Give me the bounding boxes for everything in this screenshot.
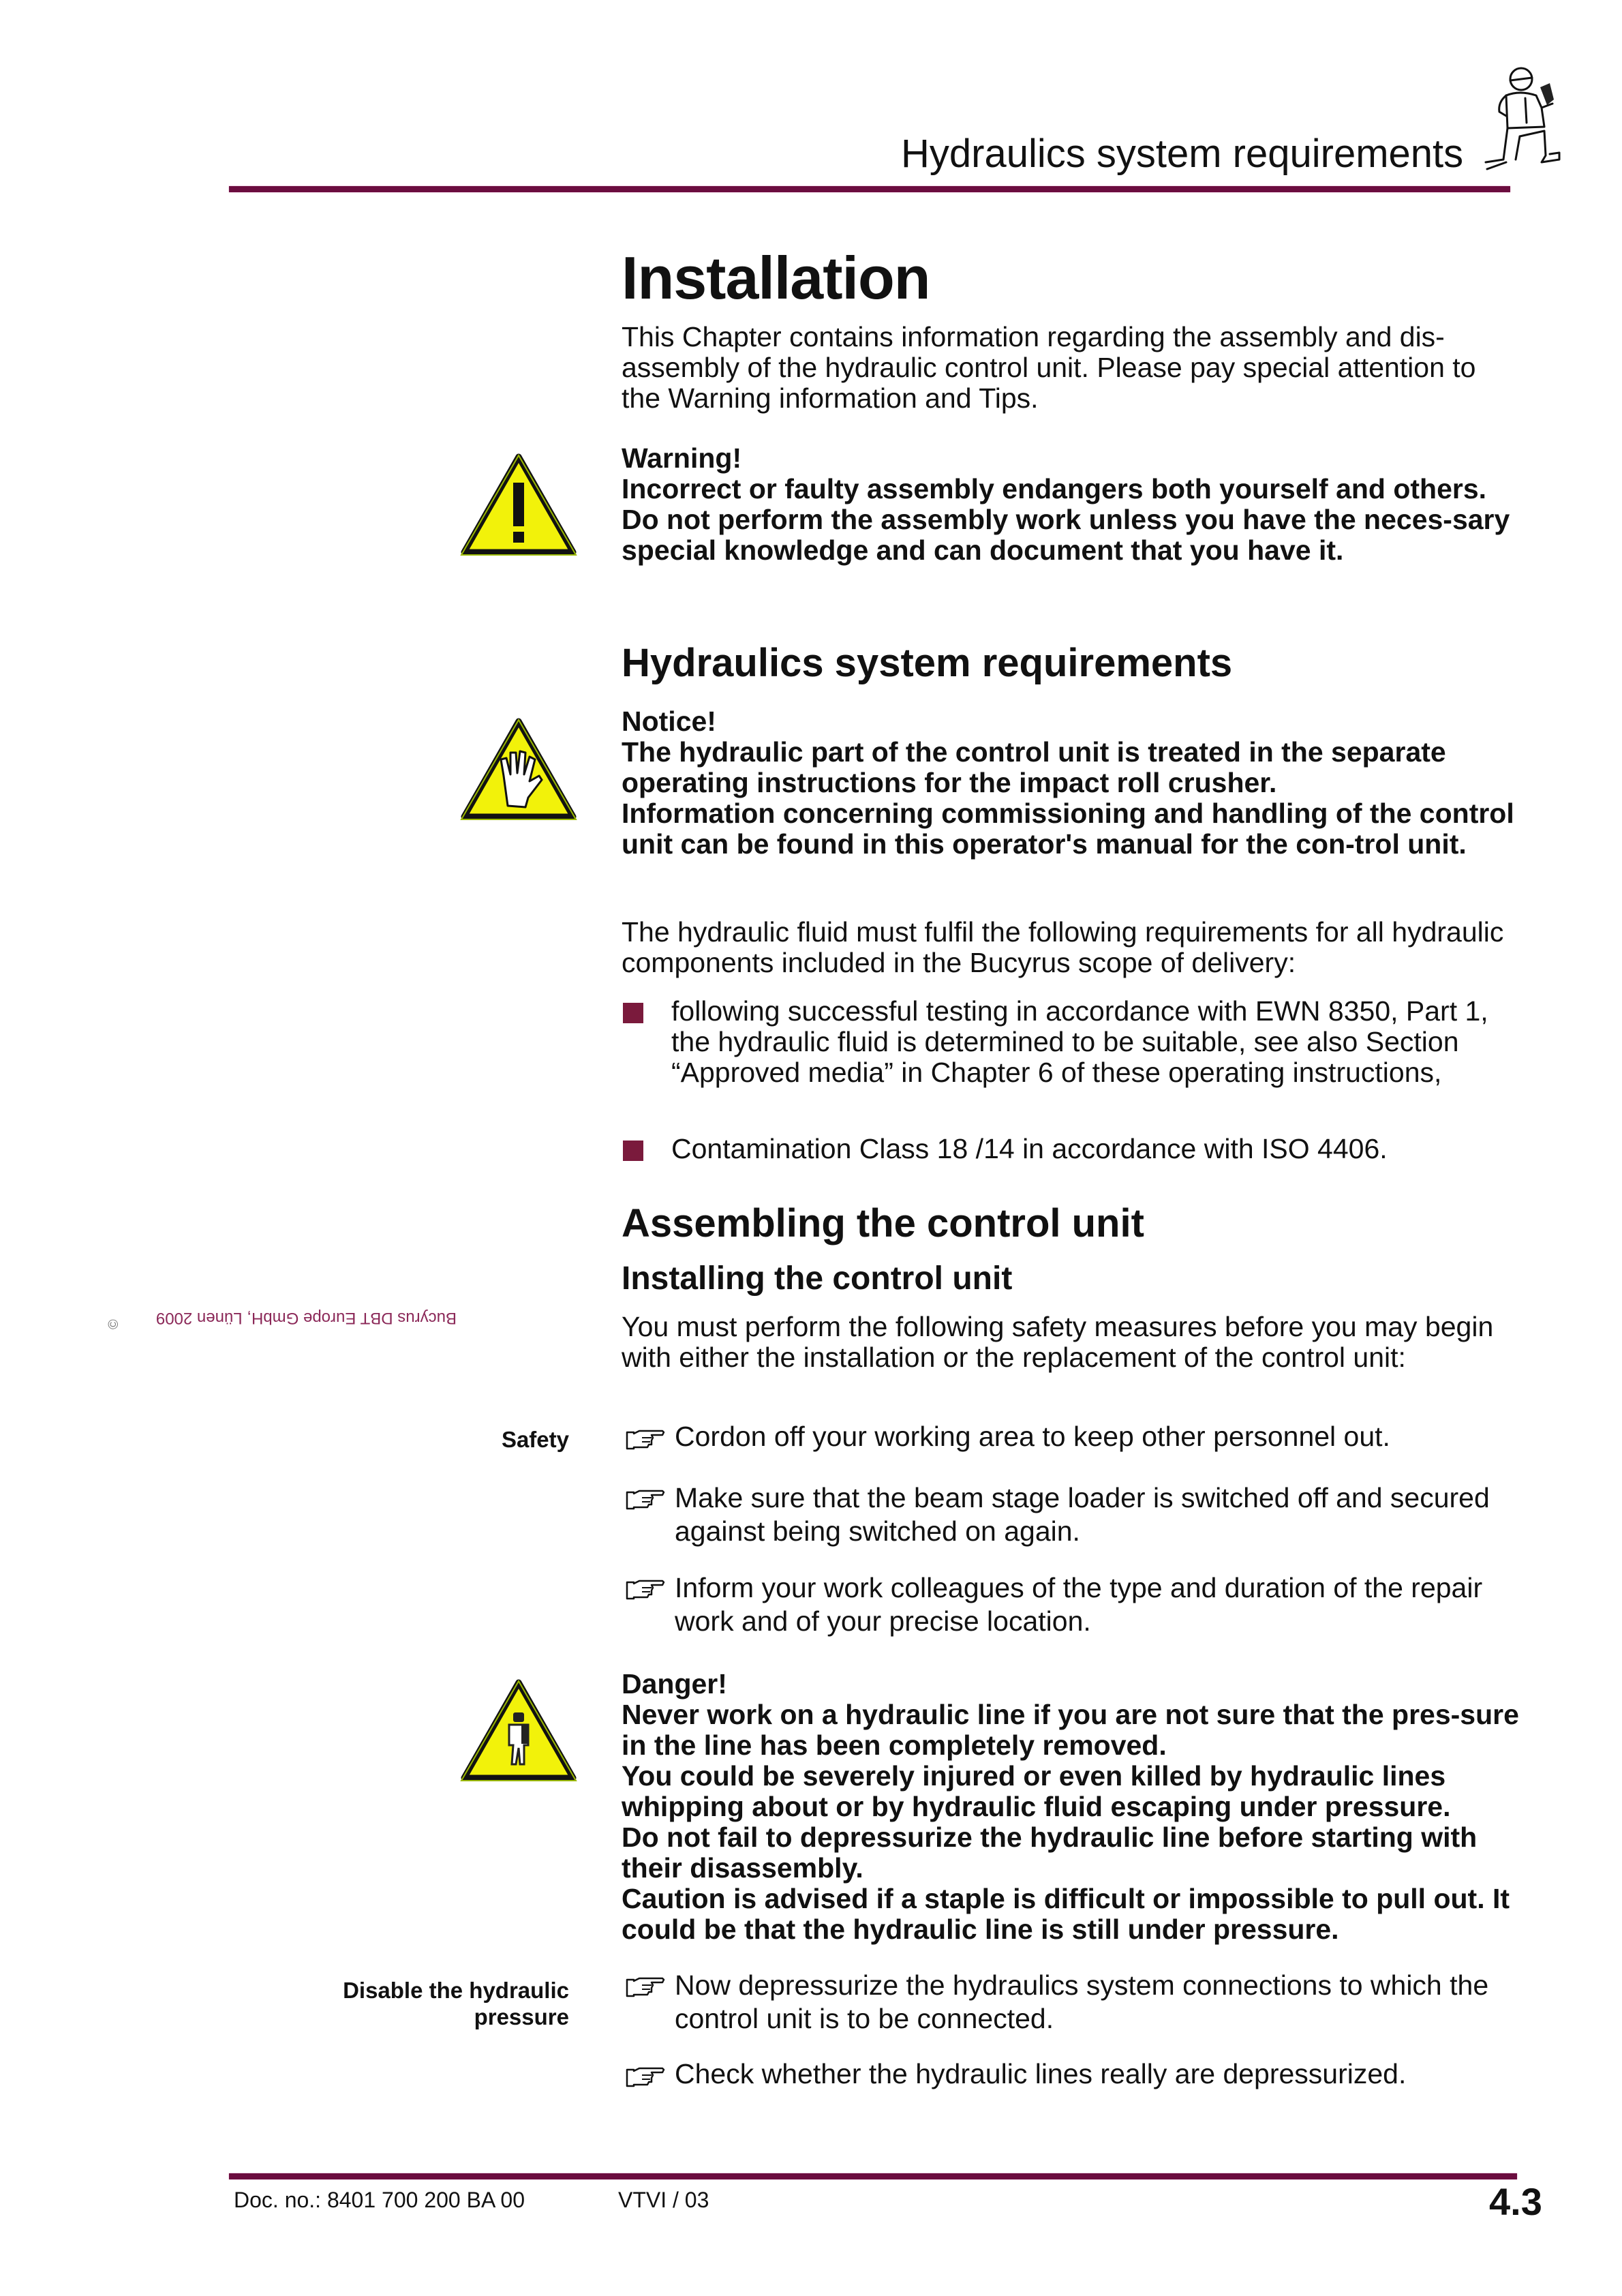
list-item [622, 1134, 1520, 1164]
warning-exclamation-icon [460, 453, 577, 556]
list-item [622, 1421, 1520, 1452]
pointing-hand-icon [624, 1575, 665, 1601]
danger-line-4: Caution is advised if a staple is difficult or impossible to pull out. It could be that the hydraulic line is still under pressure. [622, 1883, 1510, 1945]
list-item [622, 996, 1520, 1088]
warning-label: Warning! [622, 442, 742, 474]
margin-label-disable-pressure: Disable the hydraulic pressure [343, 1978, 569, 2029]
list-item [622, 1571, 1520, 1638]
page-number: 4.3 [1489, 2180, 1542, 2223]
square-bullet-icon [623, 1003, 643, 1023]
danger-block [622, 1669, 1520, 1945]
version: VTVI / 03 [618, 2188, 709, 2212]
warning-line-2: Do not perform the assembly work unless you have the neces-sary special knowledge and can document that you have it. [622, 504, 1510, 566]
kneeling-worker-icon [1479, 60, 1574, 176]
list-item [622, 1969, 1520, 2036]
danger-label: Danger! [622, 1668, 727, 1700]
warning-block [622, 443, 1520, 566]
danger-line-1: Never work on a hydraulic line if you are not sure that the pres-sure in the line has been completely removed. [622, 1699, 1519, 1761]
copyright-symbol: © [106, 1319, 121, 1329]
installing-subheading: Installing the control unit [622, 1260, 1013, 1297]
installation-section [622, 244, 1520, 414]
bullet-text: following successful testing in accordance with EWN 8350, Part 1, the hydraulic fluid is determined to be suitable, see also Section “Approved media” in Chapter 6 of these operating instructions, [671, 995, 1488, 1088]
safety-steps [622, 1421, 1520, 1667]
notice-hand-icon [460, 717, 577, 821]
doc-number: Doc. no.: 8401 700 200 BA 00 [234, 2188, 525, 2212]
step-text: Cordon off your working area to keep other personnel out. [675, 1421, 1390, 1452]
footer-rule [229, 2173, 1517, 2179]
notice-label: Notice! [622, 706, 716, 737]
danger-person-icon [460, 1678, 577, 1782]
assembling-intro: You must perform the following safety measures before you may begin with either the installation or the replacement of the control unit: [622, 1311, 1494, 1373]
notice-line-2: Information concerning commissioning and handling of the control unit can be found in this operator's manual for the con-trol unit. [622, 798, 1514, 860]
pointing-hand-icon [624, 1425, 665, 1451]
list-item [622, 1481, 1520, 1548]
hydraulics-section-heading-wrap [622, 641, 1520, 686]
pointing-hand-icon [624, 2063, 665, 2089]
notice-line-1: The hydraulic part of the control unit is treated in the separate operating instructions for the impact roll crusher. [622, 736, 1446, 798]
danger-line-2: You could be severely injured or even killed by hydraulic lines whipping about or by hydraulic fluid escaping under pressure. [622, 1760, 1451, 1822]
warning-line-1: Incorrect or faulty assembly endangers both yourself and others. [622, 473, 1487, 504]
running-header-title: Hydraulics system requirements [901, 132, 1464, 176]
list-item [622, 2059, 1520, 2089]
hydraulics-heading: Hydraulics system requirements [622, 641, 1233, 685]
square-bullet-icon [623, 1141, 643, 1161]
danger-line-3: Do not fail to depressurize the hydraulic line before starting with their disassembly. [622, 1822, 1478, 1884]
step-text: Make sure that the beam stage loader is switched off and secured against being switched on again. [675, 1482, 1490, 1547]
assembling-heading: Assembling the control unit [622, 1201, 1144, 1245]
page-title: Installation [622, 244, 930, 312]
header-rule [229, 186, 1510, 192]
pointing-hand-icon [624, 1973, 665, 1999]
assembling-section [622, 1201, 1520, 1373]
copyright-vertical [102, 975, 457, 1329]
step-text: Inform your work colleagues of the type and duration of the repair work and of your precise location. [675, 1572, 1483, 1637]
copyright-text: Bucyrus DBT Europe GmbH, Lünen 2009 [155, 1309, 457, 1327]
step-text: Check whether the hydraulic lines really are depressurized. [675, 2058, 1407, 2089]
disable-steps [622, 1969, 1520, 2119]
margin-label-safety: Safety [501, 1427, 569, 1452]
bullet-text: Contamination Class 18 /14 in accordance with ISO 4406. [671, 1133, 1388, 1164]
fluid-requirements [622, 916, 1520, 1164]
step-text: Now depressurize the hydraulics system connections to which the control unit is to be connected. [675, 1969, 1489, 2034]
fluid-intro: The hydraulic fluid must fulfil the following requirements for all hydraulic components included in the Bucyrus scope of delivery: [622, 916, 1504, 978]
pointing-hand-icon [624, 1485, 665, 1511]
notice-block [622, 706, 1520, 860]
installation-intro: This Chapter contains information regarding the assembly and dis-assembly of the hydraulic control unit. Please pay special attention to the Warning information and Tips. [622, 321, 1476, 414]
